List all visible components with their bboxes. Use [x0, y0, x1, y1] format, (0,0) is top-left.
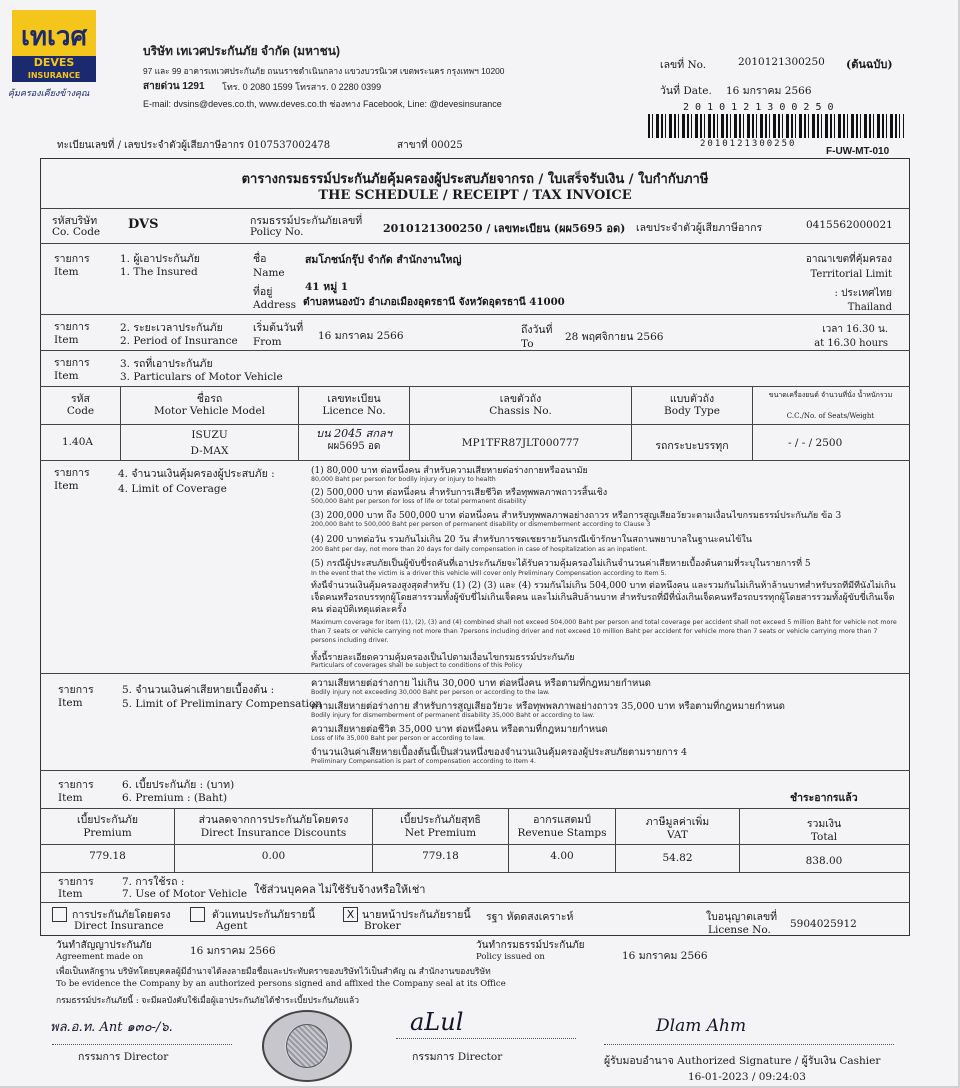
- period-label-th: 2. ระยะเวลาประกันภัย: [120, 322, 223, 334]
- preliminary-item-th: ความเสียหายต่อชีวิต 35,000 บาท ต่อหนึ่งคน หรือตามที่กฎหมายกำหนด: [311, 724, 608, 735]
- vat-header-en: VAT: [667, 829, 688, 841]
- preliminary-item-en: Bodily injury for dismemberment of permanent disability 35,000 Baht or according to law.: [311, 712, 595, 719]
- period-time-en: at 16.30 hours: [814, 338, 888, 349]
- stamp-duty-paid: ชำระอากรแล้ว: [790, 792, 858, 804]
- co-code-label-th: รหัสบริษัท: [52, 215, 98, 227]
- period-from-date: 16 มกราคม 2566: [318, 330, 404, 342]
- coverage-item-th: ทั้งนี้จำนวนเงินคุ้มครองสูงสุดสำหรับ (1) (2) (3) และ (4) รวมกันไม่เกิน 504,000 บาท ต่อหนึ่งคน และรวมกันไม่เกินห้าล้านบาทสำหรับรถที่มีที่นั่งไม่เกินเจ็ดคนหรือรถบรรทุกผู้โดยสารรวมทั้งผู้ขับขี่ไม่เกินเจ็ดคน และไม่เกินสิบล้านบาท สำหรับรถที่มีที่นั่งเกินเจ็ดคนหรือรถบรรทุกผู้โดยสารรวมทั้งผู้ขับขี่เกินเจ็ดคน ต่ออุบัติเหตุแต่ละครั้ง: [311, 581, 896, 615]
- item-label-en: Item: [54, 480, 79, 492]
- rule: [40, 243, 910, 244]
- vat-header: ภาษีมูลค่าเพิ่ม: [645, 816, 710, 828]
- director-signature-1: พล.อ.ท. Ant ๑๓๐-/๖.: [50, 1020, 173, 1035]
- address-label-th: ที่อยู่: [253, 286, 273, 298]
- vehicle-header-code-en: Code: [66, 405, 95, 417]
- company-address: 97 และ 99 อาคารเทเวศประกันภัย ถนนราชดำเนินกลาง แขวงบวรนิเวศ เขตพระนคร กรุงเทพฯ 10200: [143, 66, 505, 76]
- issued-label-th: วันทำกรมธรรม์ประกันภัย: [476, 940, 585, 951]
- authorized-label: ผู้รับมอบอำนาจ Authorized Signature / ผู้รับเงิน Cashier: [604, 1055, 881, 1067]
- net-premium-value: 779.18: [422, 850, 459, 862]
- coverage-label-en: 4. Limit of Coverage: [118, 483, 227, 495]
- policy-label-en: Policy No.: [250, 226, 304, 238]
- rule: [40, 424, 910, 425]
- rule: [40, 350, 910, 351]
- territory-value-en: Thailand: [847, 302, 892, 313]
- vehicle-header-model-en: Motor Vehicle Model: [153, 405, 266, 417]
- agent-label-en: Agent: [216, 920, 248, 932]
- stamps-value: 4.00: [550, 850, 574, 862]
- agreement-label-th: วันทำสัญญาประกันภัย: [56, 940, 152, 951]
- vat-value: 54.82: [662, 852, 693, 864]
- period-to-date: 28 พฤศจิกายน 2566: [565, 331, 664, 343]
- logo-name: DEVES: [33, 56, 75, 69]
- vehicle-header-cc: ขนาดเครื่องยนต์ จำนวนที่นั่ง น้ำหนักรวม: [768, 391, 893, 399]
- agent-checkbox[interactable]: [190, 907, 205, 922]
- premium-label-en: 6. Premium : (Baht): [122, 792, 228, 804]
- net-premium-header-en: Net Premium: [404, 827, 477, 839]
- item-label-th: รายการ: [54, 321, 90, 333]
- territory-label-en: Territorial Limit: [810, 269, 892, 280]
- direct-insurance-checkbox[interactable]: [52, 907, 67, 922]
- company-tax-id: ทะเบียนเลขที่ / เลขประจำตัวผู้เสียภาษีอากร 0107537002478: [57, 140, 331, 151]
- coverage-item-th: (1) 80,000 บาท ต่อหนึ่งคน สำหรับความเสียหายต่อร่างกายหรืออนามัย: [311, 466, 588, 476]
- evidence-text-th: เพื่อเป็นหลักฐาน บริษัทโดยบุคคลผู้มีอำนาจได้ลงลายมือชื่อและประทับตราของบริษัทไว้เป็นสำคัญ ณ สำนักงานของบริษัท: [56, 967, 491, 977]
- company-hotline: สายด่วน 1291: [143, 81, 205, 92]
- vehicle-header-body: แบบตัวถัง: [669, 393, 715, 405]
- preliminary-item-th: ความเสียหายต่อร่างกาย ไม่เกิน 30,000 บาท ต่อหนึ่งคน หรือตามที่กฎหมายกำหนด: [311, 678, 651, 689]
- rule: [40, 386, 910, 387]
- discount-header: ส่วนลดจากการประกันภัยโดยตรง: [198, 814, 349, 826]
- insured-address-line1: 41 หมู่ 1: [305, 281, 349, 293]
- vehicle-label-th: 3. รถที่เอาประกันภัย: [120, 358, 213, 370]
- item-label-th: รายการ: [54, 357, 90, 369]
- discount-value: 0.00: [261, 850, 286, 862]
- logo-thai-text: เทเวศ: [20, 22, 87, 52]
- vehicle-header-cc-en: C.C./No. of Seats/Weight: [786, 412, 875, 420]
- barcode-text-top: 2 0 1 0 1 2 1 3 0 0 2 5 0: [683, 102, 834, 113]
- coverage-item-en: 200 Baht per day, not more than 20 days for daily compensation in case of hospitalization as an inpatient.: [311, 546, 648, 553]
- item-label-en: Item: [58, 697, 83, 709]
- total-header: รวมเงิน: [806, 818, 842, 830]
- insured-label-en: 1. The Insured: [120, 266, 198, 278]
- doc-date-label: วันที่ Date.: [660, 85, 712, 97]
- title-thai: ตารางกรมธรรม์ประกันภัยคุ้มครองผู้ประสบภัยจากรถ / ใบเสร็จรับเงิน / ใบกำกับภาษี: [241, 172, 709, 187]
- stamps-header: อากรแสตมป์: [533, 814, 591, 826]
- stamps-header-en: Revenue Stamps: [517, 827, 607, 839]
- doc-no-label: เลขที่ No.: [660, 59, 707, 71]
- license-number: 5904025912: [790, 918, 857, 930]
- item-label-en: Item: [58, 888, 83, 900]
- form-code: F-UW-MT-010: [826, 146, 890, 157]
- vehicle-header-code: รหัส: [71, 393, 90, 405]
- logo-sub: INSURANCE: [27, 71, 81, 80]
- vehicle-header-chassis-en: Chassis No.: [489, 405, 552, 417]
- vehicle-make: ISUZU: [191, 429, 228, 441]
- rule: [40, 808, 910, 809]
- rule: [40, 208, 910, 209]
- insured-label-th: 1. ผู้เอาประกันภัย: [120, 253, 200, 265]
- preliminary-label-th: 5. จำนวนเงินค่าเสียหายเบื้องต้น :: [122, 684, 275, 696]
- total-header-en: Total: [810, 831, 838, 843]
- item-label-th: รายการ: [58, 876, 94, 888]
- effective-note: กรมธรรม์ประกันภัยนี้ : จะมีผลบังคับใช้เมื่อผู้เอาประกันภัยได้ชำระเบี้ยประกันภัยแล้ว: [56, 996, 359, 1006]
- preliminary-label-en: 5. Limit of Preliminary Compensation: [122, 698, 323, 710]
- coverage-item-en: 500,000 Baht per person for loss of life or total permanent disability: [311, 498, 527, 505]
- item-label-th: รายการ: [54, 467, 90, 479]
- director-2-label: กรรมการ Director: [412, 1051, 503, 1063]
- rule: [40, 460, 910, 461]
- name-label-en: Name: [253, 267, 285, 279]
- tax-id-label: เลขประจำตัวผู้เสียภาษีอากร: [636, 222, 763, 234]
- broker-label-en: Broker: [364, 920, 401, 932]
- coverage-item-en: 80,000 Baht per person for bodily injury or injury to health: [311, 476, 496, 483]
- use-value: ใช้ส่วนบุคคล ไม่ใช้รับจ้างหรือให้เช่า: [254, 883, 426, 896]
- signature-line: [396, 1038, 576, 1039]
- doc-no: 2010121300250: [738, 56, 825, 68]
- net-premium-header: เบี้ยประกันภัยสุทธิ: [400, 814, 481, 826]
- premium-label-th: 6. เบี้ยประกันภัย : (บาท): [122, 779, 235, 791]
- coverage-item-en: 200,000 Baht to 500,000 Baht per person of permanent disability or dismemberment according to Clause 3: [311, 521, 651, 528]
- preliminary-item-en: Preliminary Compensation is part of compensation according to Item 4.: [311, 758, 537, 765]
- policy-label-th: กรมธรรม์ประกันภัยเลขที่: [250, 215, 363, 227]
- vehicle-header-model: ชื่อรถ: [196, 393, 223, 405]
- vehicle-code: 1.40A: [62, 436, 93, 448]
- coverage-item-th: (2) 500,000 บาท ต่อหนึ่งคน สำหรับการเสียชีวิต หรือทุพพลภาพถาวรสิ้นเชิง: [311, 488, 608, 498]
- discount-header-en: Direct Insurance Discounts: [200, 827, 347, 839]
- original-copy-label: (ต้นฉบับ): [846, 58, 893, 71]
- rule: [40, 902, 910, 903]
- licence-handwritten: บน 2045 สกลฯ: [316, 427, 392, 440]
- director-signature-2: aLul: [410, 1008, 464, 1036]
- company-seal: [262, 1010, 352, 1082]
- vehicle-label-en: 3. Particulars of Motor Vehicle: [120, 371, 283, 383]
- coverage-item-th: (4) 200 บาทต่อวัน รวมกันไม่เกิน 20 วัน สำหรับการชดเชยรายวันกรณีเข้ารักษาในสถานพยาบาลในฐานะคนไข้ใน: [311, 535, 752, 545]
- address-label-en: Address: [253, 299, 297, 311]
- to-label-en: To: [521, 338, 534, 350]
- tax-id: 0415562000021: [806, 219, 893, 231]
- license-label-th: ใบอนุญาตเลขที่: [706, 911, 778, 923]
- broker-label-th: นายหน้าประกันภัยรายนี้: [362, 909, 471, 921]
- licence-number: ผผ5695 อด: [327, 441, 381, 452]
- chassis-number: MP1TFR87JLT000777: [461, 437, 580, 449]
- direct-insurance-label-en: Direct Insurance: [74, 920, 164, 932]
- company-contact: E-mail: dvsins@deves.co.th, www.deves.co.th ช่องทาง Facebook, Line: @devesinsurance: [143, 99, 502, 109]
- logo-band: [12, 56, 96, 82]
- co-code-label-en: Co. Code: [52, 226, 101, 238]
- premium-header: เบี้ยประกันภัย: [77, 814, 138, 826]
- company-name: บริษัท เทเวศประกันภัย จำกัด (มหาชน): [143, 44, 340, 58]
- period-time-th: เวลา 16.30 น.: [822, 324, 888, 335]
- vehicle-header-body-en: Body Type: [664, 405, 720, 417]
- issued-date: 16 มกราคม 2566: [622, 950, 708, 962]
- rule: [40, 673, 910, 674]
- coverage-item-th: ทั้งนี้รายละเอียดความคุ้มครองเป็นไปตามเงื่อนไขกรมธรรม์ประกันภัย: [311, 653, 575, 663]
- broker-checkbox[interactable]: X: [343, 907, 358, 922]
- preliminary-item-th: จำนวนเงินค่าเสียหายเบื้องต้นนี้เป็นส่วนหนึ่งของจำนวนเงินคุ้มครองผู้ประสบภัยตามรายการ 4: [311, 747, 687, 758]
- coverage-item-en: In the event that the victim is a driver this vehicle will cover only Preliminary Compensation according to Item 5.: [311, 570, 667, 577]
- total-value: 838.00: [805, 855, 843, 867]
- premium-value: 779.18: [89, 850, 126, 862]
- evidence-text-en: To be evidence the Company by an authorized persons signed and affixed the Company seal at its Office: [56, 979, 506, 989]
- body-type: รถกระบะบรรทุก: [655, 440, 729, 452]
- coverage-item-th: (3) 200,000 บาท ถึง 500,000 บาท ต่อหนึ่งคน สำหรับทุพพลภาพอย่างถาวร หรือการสูญเสียอวัยวะตามเงื่อนไขกรมธรรม์ประกันภัย ข้อ 3: [311, 511, 842, 521]
- coverage-item-th: (5) กรณีผู้ประสบภัยเป็นผู้ขับขี่รถคันที่เอาประกันภัยจะได้รับความคุ้มครองไม่เกินจำนวนค่าเสียหายเบื้องต้นตามที่ระบุในรายการที่ 5: [311, 559, 811, 569]
- preliminary-item-th: ความเสียหายต่อร่างกาย สำหรับการสูญเสียอวัยวะ หรือทุพพลภาพอย่างถาวร 35,000 บาท หรือตามที่กฎหมายกำหนด: [311, 701, 785, 712]
- rule: [40, 844, 910, 845]
- item-label-en: Item: [54, 266, 79, 278]
- policy-number: 2010121300250 / เลขทะเบียน (ผผ5695 อด): [383, 222, 626, 235]
- signature-line: [604, 1044, 894, 1045]
- item-label-en: Item: [54, 334, 79, 346]
- deves-logo: [12, 10, 96, 82]
- issued-label-en: Policy issued on: [476, 952, 545, 962]
- territory-label-th: อาณาเขตที่คุ้มครอง: [805, 254, 892, 265]
- preliminary-item-en: Bodily injury not exceeding 30,000 Baht per person or according to the law.: [311, 689, 550, 696]
- company-branch: สาขาที่ 00025: [397, 140, 463, 151]
- insured-address-line2: ตำบลหนองบัว อำเภอเมืองอุดรธานี จังหวัดอุดรธานี 41000: [303, 296, 565, 308]
- signature-line: [52, 1044, 232, 1045]
- rule: [40, 314, 910, 315]
- rule: [40, 770, 910, 771]
- co-code: DVS: [128, 217, 159, 232]
- insured-name: สมโภชน์กรุ๊ป จำกัด สำนักงานใหญ่: [305, 254, 462, 266]
- barcode: [648, 114, 904, 138]
- direct-insurance-label-th: การประกันภัยโดยตรง: [72, 909, 171, 921]
- vehicle-model: D-MAX: [190, 445, 229, 457]
- engine-seats-weight: - / - / 2500: [788, 437, 843, 449]
- item-label-th: รายการ: [54, 253, 90, 265]
- item-label-en: Item: [54, 370, 79, 382]
- vehicle-header-licence: เลขทะเบียน: [327, 393, 381, 405]
- coverage-item-en: Particulars of coverages shall be subject to conditions of this Policy: [311, 662, 523, 669]
- period-label-en: 2. Period of Insurance: [120, 335, 238, 347]
- from-label-th: เริ่มต้นวันที่: [253, 322, 304, 334]
- company-seal-emblem: [286, 1024, 328, 1068]
- coverage-item-en: Maximum coverage for item (1), (2), (3) and (4) combined shall not exceed 504,000 Baht per person and total coverage per accident shall not exceed 5 million Baht for vehicle not more than 7 seats or vehicle carrying not more than 7persons including driver and not exceed 10 million Baht per accident for vehicle more than 7 seats or vehicle carrying more than 7 persons including driver.: [311, 619, 897, 644]
- doc-date: 16 มกราคม 2566: [726, 85, 812, 97]
- agreement-date: 16 มกราคม 2566: [190, 945, 276, 957]
- name-label-th: ชื่อ: [253, 253, 267, 265]
- agreement-label-en: Agreement made on: [56, 952, 144, 962]
- use-label-th: 7. การใช้รถ :: [122, 876, 185, 888]
- company-phone: โทร. 0 2080 1599 โทรสาร. 0 2280 0399: [222, 82, 382, 92]
- title-english: THE SCHEDULE / RECEIPT / TAX INVOICE: [318, 188, 632, 203]
- barcode-text-bottom: 2010121300250: [700, 139, 797, 149]
- territory-value-th: : ประเทศไทย: [834, 288, 892, 299]
- vehicle-header-chassis: เลขตัวถัง: [499, 393, 542, 405]
- logo-slogan: คุ้มครองเคียงข้างคุณ: [8, 89, 90, 99]
- to-label-th: ถึงวันที่: [521, 324, 553, 336]
- print-timestamp: 16-01-2023 / 09:24:03: [688, 1071, 806, 1083]
- premium-header-en: Premium: [83, 827, 132, 839]
- item-label-th: รายการ: [58, 684, 94, 696]
- director-1-label: กรรมการ Director: [78, 1051, 169, 1063]
- preliminary-item-en: Loss of life 35,000 Baht per person or according to law.: [311, 735, 485, 742]
- agent-label-th: ตัวแทนประกันภัยรายนี้: [212, 909, 316, 921]
- item-label-en: Item: [58, 792, 83, 804]
- license-label-en: License No.: [708, 924, 771, 936]
- from-label-en: From: [253, 336, 282, 348]
- authorized-signature: Dlam Ahm: [656, 1016, 747, 1036]
- coverage-label-th: 4. จำนวนเงินคุ้มครองผู้ประสบภัย :: [118, 468, 275, 480]
- broker-name: รฐา หัดดสงเคราะห์: [486, 911, 574, 923]
- item-label-th: รายการ: [58, 779, 94, 791]
- vehicle-header-licence-en: Licence No.: [322, 405, 386, 417]
- use-label-en: 7. Use of Motor Vehicle: [122, 888, 248, 900]
